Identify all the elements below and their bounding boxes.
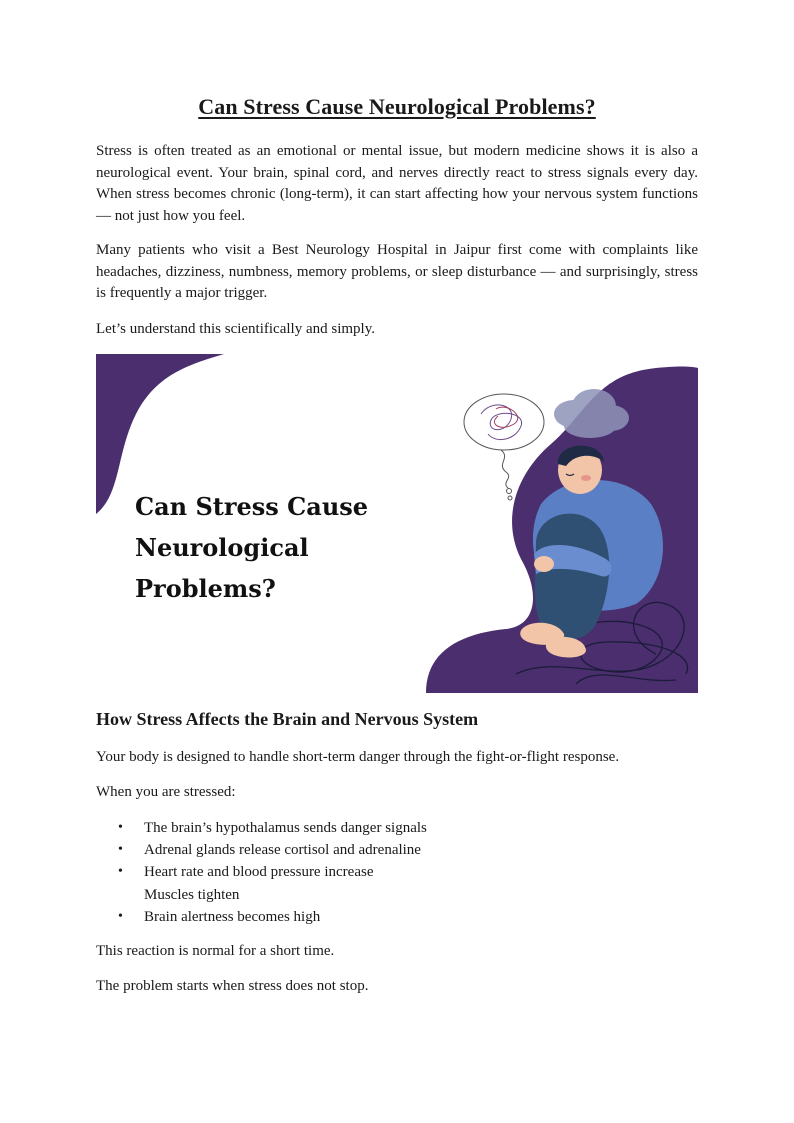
banner-illustration [96,354,698,693]
bullet-icon: • [118,842,123,858]
bullet-icon: • [118,820,123,835]
list-item-text: Adrenal glands release cortisol and adrenaline [144,842,421,859]
intro-paragraph-2: Many patients who visit a Best Neurology Hospital in Jaipur first come with complaints like headaches, dizziness, numbness, memory problems, or sleep disturbance — and surprisingly, stress is frequently a major trigger. [96,242,698,302]
list-item-text: Heart rate and blood pressure increase [144,864,374,881]
list-item-text: Brain alertness becomes high [144,908,321,925]
bullet-icon: • [118,908,123,924]
section-paragraph-1: Your body is designed to handle short-term danger through the fight-or-flight response. [96,749,620,765]
intro-paragraph-3: Let’s understand this scientifically and simply. [96,321,375,337]
stress-response-list [96,817,698,928]
section-paragraph-3: This reaction is normal for a short time. [96,943,335,959]
list-item [96,861,698,905]
list-item [96,839,698,861]
banner-heading-line-1: Can Stress Cause [135,492,369,521]
banner-heading [135,486,455,609]
banner-heading-line-2: Neurological Problems? [135,533,309,603]
list-item-text: The brain’s hypothalamus sends danger signals [144,820,427,836]
page-title: Can Stress Cause Neurological Problems? [198,94,596,119]
bullet-icon: • [118,864,123,880]
section-paragraph-2: When you are stressed: [96,784,236,800]
section-paragraph-4: The problem starts when stress does not stop. [96,978,369,994]
intro-paragraph-1: Stress is often treated as an emotional or mental issue, but modern medicine shows it is also a neurological event. Your brain, spinal cord, and nerves directly react to stress signals every day. When stress becomes chronic (long-term), it can start affecting how your nervous system functions — not just how you feel. [96,143,698,224]
section-heading: How Stress Affects the Brain and Nervous System [96,709,479,729]
list-item [96,817,698,839]
list-item [96,906,698,928]
list-item-subtext: Muscles tighten [144,886,240,903]
